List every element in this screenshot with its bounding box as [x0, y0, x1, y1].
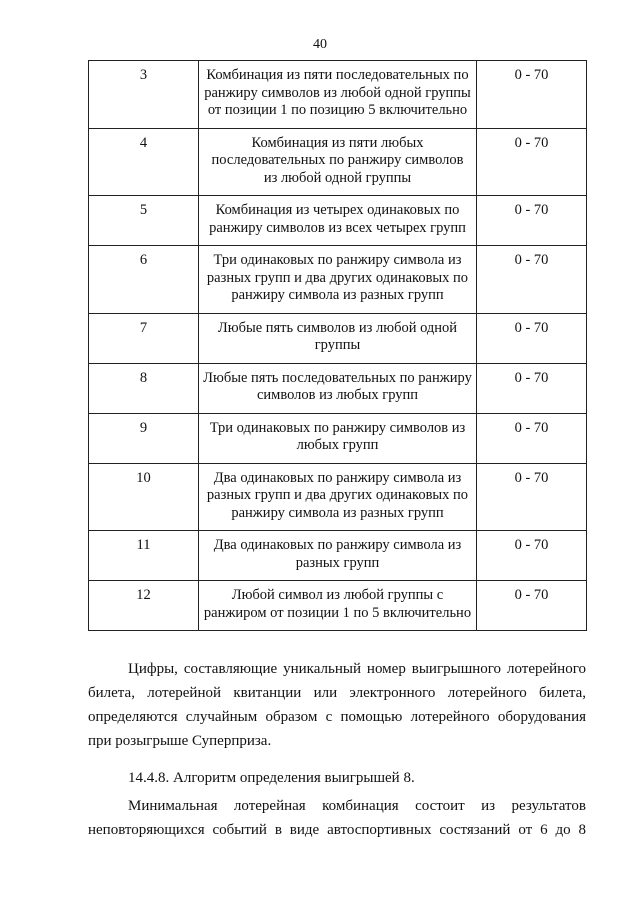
row-description: Три одинаковых по ранжиру символов из любых групп: [199, 413, 477, 463]
combinations-table: [88, 60, 587, 631]
table-row: [89, 128, 587, 196]
row-number: 10: [89, 463, 199, 531]
table-row: [89, 413, 587, 463]
table-row: [89, 531, 587, 581]
row-number: 3: [89, 61, 199, 129]
table-row: [89, 463, 587, 531]
row-value: 0 - 70: [477, 413, 587, 463]
row-number: 12: [89, 581, 199, 631]
table-row: [89, 61, 587, 129]
row-description: Два одинаковых по ранжиру символа из разных групп: [199, 531, 477, 581]
row-value: 0 - 70: [477, 531, 587, 581]
row-description: Два одинаковых по ранжиру символа из разных групп и два других одинаковых по ранжиру символа из разных групп: [199, 463, 477, 531]
row-value: 0 - 70: [477, 463, 587, 531]
row-value: 0 - 70: [477, 128, 587, 196]
row-number: 7: [89, 313, 199, 363]
page-number: 40: [313, 37, 327, 52]
table-row: [89, 363, 587, 413]
row-description: Комбинация из пяти последовательных по ранжиру символов из любой одной группы от позиции 1 по позицию 5 включительно: [199, 61, 477, 129]
row-description: Любой символ из любой группы с ранжиром от позиции 1 по 5 включительно: [199, 581, 477, 631]
row-value: 0 - 70: [477, 363, 587, 413]
row-description: Комбинация из пяти любых последовательных по ранжиру символов из любой одной группы: [199, 128, 477, 196]
row-value: 0 - 70: [477, 196, 587, 246]
row-number: 6: [89, 246, 199, 314]
body-paragraph: Минимальная лотерейная комбинация состоит из результатов неповторяющихся событий в виде автоспортивных состязаний от 6 до 8: [88, 798, 586, 838]
row-value: 0 - 70: [477, 581, 587, 631]
row-number: 9: [89, 413, 199, 463]
row-description: Любые пять последовательных по ранжиру символов из любых групп: [199, 363, 477, 413]
row-number: 5: [89, 196, 199, 246]
row-value: 0 - 70: [477, 246, 587, 314]
row-description: Комбинация из четырех одинаковых по ранжиру символов из всех четырех групп: [199, 196, 477, 246]
row-number: 8: [89, 363, 199, 413]
body-paragraph: Цифры, составляющие уникальный номер выигрышного лотерейного билета, лотерейной квитанции или электронного лотерейного билета, определяются случайным образом с помощью лотерейного оборудования при розыгрыше Суперприза.: [88, 661, 586, 749]
table-row: [89, 246, 587, 314]
row-value: 0 - 70: [477, 313, 587, 363]
table-row: [89, 313, 587, 363]
row-description: Три одинаковых по ранжиру символа из разных групп и два других одинаковых по ранжиру символа из разных групп: [199, 246, 477, 314]
table-row: [89, 581, 587, 631]
row-number: 4: [89, 128, 199, 196]
table-row: [89, 196, 587, 246]
row-value: 0 - 70: [477, 61, 587, 129]
section-heading: 14.4.8. Алгоритм определения выигрышей 8.: [128, 770, 415, 786]
row-number: 11: [89, 531, 199, 581]
row-description: Любые пять символов из любой одной группы: [199, 313, 477, 363]
